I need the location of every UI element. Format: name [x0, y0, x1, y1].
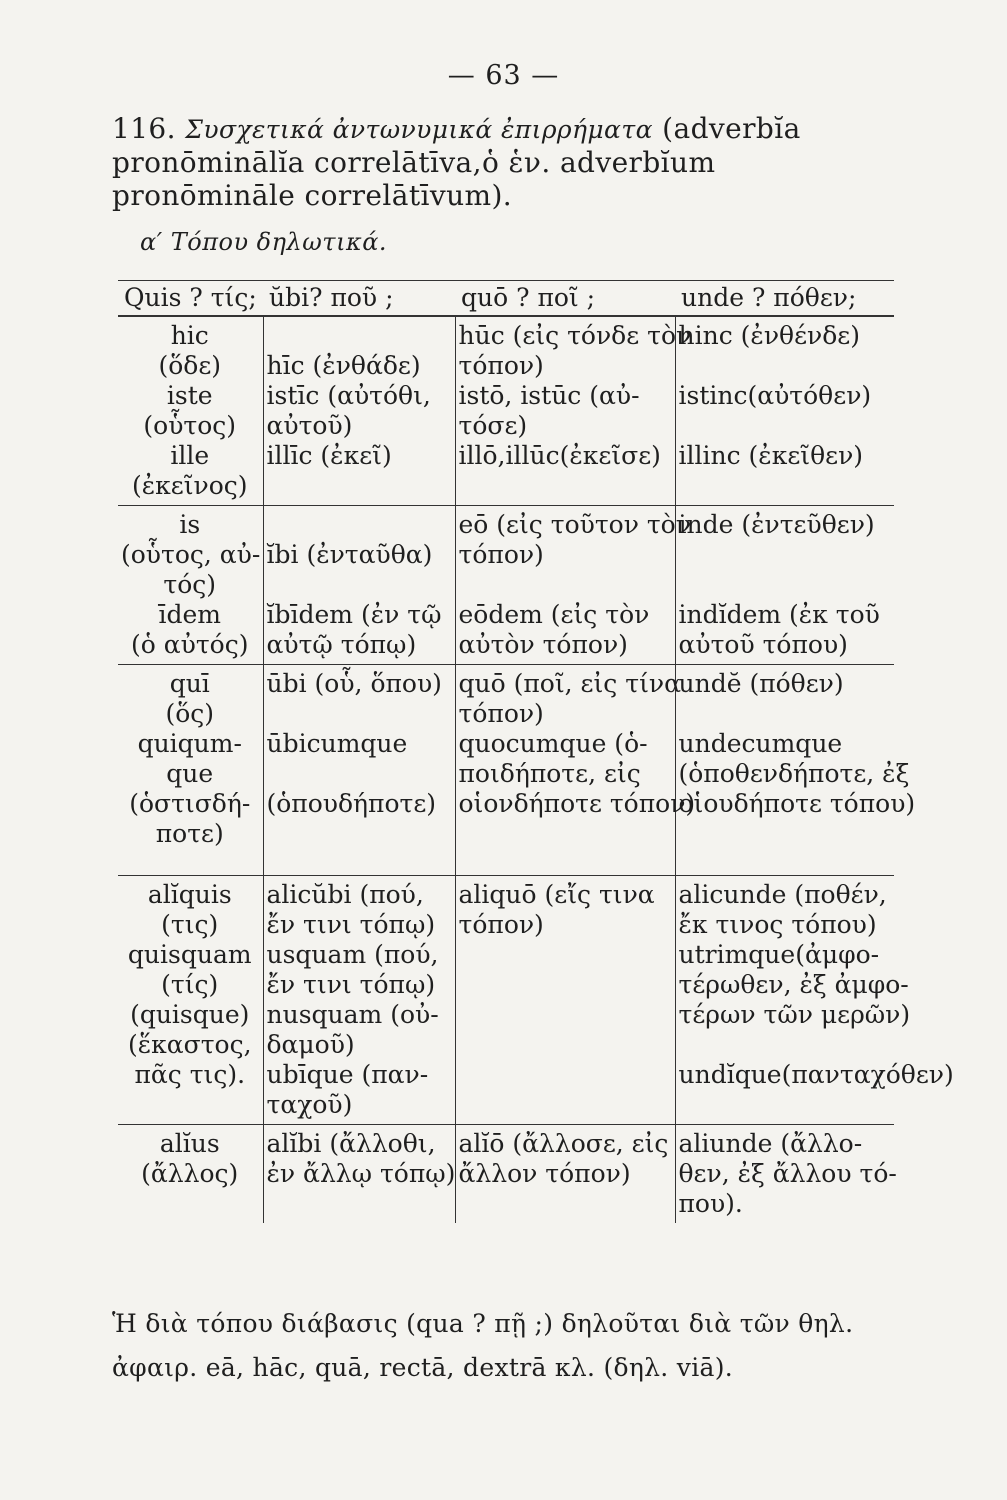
cell-line: δαμοῦ) [266, 1030, 355, 1059]
cell-line: hūc (εἰς τόνδε τὸν [458, 321, 692, 350]
table-cell [675, 665, 916, 854]
table-cell [118, 316, 263, 506]
spacer-cell [455, 853, 675, 876]
table-cell [118, 506, 263, 665]
table-row [118, 876, 894, 1125]
header-unde: unde ? πόθεν; [675, 281, 894, 317]
cell-line: αὐτοῦ τόπου) [678, 630, 848, 659]
cell-line: ταχοῦ) [266, 1090, 353, 1119]
cell-line: hīc (ἐνθάδε) [266, 351, 421, 380]
table-cell [455, 876, 675, 1125]
cell-line: quō (ποῖ, εἰς τίνα [458, 669, 681, 698]
cell-line: indĭdem (ἐκ τοῦ [678, 600, 880, 629]
cell-line [679, 351, 891, 381]
table-spacer-row [118, 853, 894, 876]
table-body [118, 316, 954, 1223]
cell-line [459, 570, 671, 600]
table-cell [455, 506, 691, 665]
cell-line [679, 1030, 891, 1060]
cell-line: τός) [163, 570, 217, 599]
cell-line: πᾶς τις). [134, 1060, 246, 1089]
cell-line: inde (ἐντεῦθεν) [678, 510, 875, 539]
cell-line [267, 321, 451, 351]
table-cell [118, 1125, 263, 1224]
cell-line [267, 570, 451, 600]
cell-line: alĭbi (ἄλλοθι, [266, 1129, 436, 1158]
cell-line: (τίς) [161, 970, 219, 999]
cell-line: alicŭbi (πού, [266, 880, 424, 909]
cell-line: istīc (αὐτόθι, [266, 381, 431, 410]
cell-line: ūbicumque [266, 729, 408, 758]
cell-line: (ὁποθενδήποτε, ἐξ [678, 759, 910, 788]
cell-line: ĭbi (ἐνταῦθα) [266, 540, 433, 569]
cell-line [679, 699, 891, 729]
cell-line: undĭque(πανταχόθεν) [678, 1060, 954, 1089]
cell-line: τέρωθεν, ἐξ ἀμφο- [678, 970, 909, 999]
cell-line: illīc (ἐκεῖ) [266, 441, 392, 470]
table-row [118, 316, 894, 506]
cell-line: (τις) [161, 910, 219, 939]
cell-line: quisquam [127, 940, 252, 969]
table-cell [675, 1125, 897, 1224]
cell-line: (ἄλλος) [141, 1159, 239, 1188]
cell-line [267, 510, 451, 540]
table-cell [118, 665, 263, 854]
table-cell [675, 506, 894, 665]
cell-line: nusquam (οὐ- [266, 1000, 439, 1029]
cell-line: eō (εἰς τοῦτον τὸν [458, 510, 691, 539]
cell-line: ποτε) [155, 819, 224, 848]
cell-line: utrimque(ἀμφο- [678, 940, 880, 969]
cell-line: hic [170, 321, 209, 350]
cell-line: (ὅδε) [158, 351, 222, 380]
cell-line: (οὗτος) [143, 411, 237, 440]
correlative-adverbs-table [118, 280, 954, 1223]
cell-line: ūbi (οὗ, ὅπου) [266, 669, 442, 698]
cell-line: ἐν ἄλλῳ τόπῳ) [266, 1159, 456, 1188]
cell-line: is [179, 510, 201, 539]
cell-line: (οὗτος, αὐ- [121, 540, 261, 569]
cell-line: usquam (πού, [266, 940, 439, 969]
cell-line: istinc(αὐτόθεν) [678, 381, 872, 410]
section-title-greek: Συσχετικά ἀντωνυμικά ἐπιρρήματα [185, 115, 653, 144]
cell-line: ἔκ τινος τόπου) [678, 910, 877, 939]
table-cell [263, 665, 455, 854]
spacer-cell [118, 853, 263, 876]
cell-line: hinc (ἐνθένδε) [678, 321, 860, 350]
table-cell [455, 316, 692, 506]
cell-line [267, 759, 451, 789]
cell-line: alĭus [159, 1129, 220, 1158]
table-cell [263, 506, 455, 665]
cell-line: illinc (ἐκεῖθεν) [678, 441, 864, 470]
cell-line: ἄλλον τόπον) [458, 1159, 631, 1188]
cell-line: οἱονδήποτε τόπον) [458, 789, 696, 818]
cell-line: que [166, 759, 214, 788]
cell-line: (ὁστισδή- [129, 789, 251, 818]
cell-line: ille [170, 441, 210, 470]
cell-line: (ὅς) [165, 699, 215, 728]
cell-line: (ἐκεῖνος) [131, 471, 248, 500]
table-cell [455, 665, 696, 854]
cell-line: τόπον) [458, 910, 544, 939]
cell-line: (ἕκαστος, [127, 1030, 252, 1059]
subheading: α′ Τόπου δηλωτικά. [140, 228, 388, 256]
cell-line: quiqum- [137, 729, 242, 758]
header-quo: quō ? ποῖ ; [455, 281, 675, 317]
cell-line: undecumque [678, 729, 843, 758]
cell-line: αὐτῷ τόπῳ) [266, 630, 417, 659]
cell-line: ubīque (παν- [266, 1060, 429, 1089]
table-cell [675, 876, 954, 1125]
table-cell [455, 1125, 675, 1224]
table-cell [118, 876, 263, 1125]
cell-line [679, 570, 891, 600]
cell-line: θεν, ἐξ ἄλλου τό- [678, 1159, 897, 1188]
section-number: 116. [112, 112, 176, 145]
cell-line: aliunde (ἄλλο- [678, 1129, 863, 1158]
header-ubi: ŭbi? ποῦ ; [263, 281, 455, 317]
cell-line: ἔν τινι τόπῳ) [266, 970, 436, 999]
spacer-cell [263, 853, 455, 876]
cell-line: αὐτὸν τόπον) [458, 630, 628, 659]
cell-line [267, 699, 451, 729]
cell-line: (ὁ αὐτός) [131, 630, 249, 659]
cell-line: eōdem (εἰς τὸν [458, 600, 650, 629]
cell-line: alicunde (ποθέν, [678, 880, 887, 909]
cell-line: ĭbīdem (ἐν τῷ [266, 600, 442, 629]
section-title-latin: (adverbĭa pronōminālĭa correlātīva,ὁ ἑν. adverbĭum pronōmināle correlātīvum). [112, 112, 801, 212]
section-heading [112, 112, 902, 212]
footnote: Ἡ διὰ τόπου διάβασις (qua ? πῇ ;) δηλοῦται διὰ τῶν θηλ. ἀφαιρ. eā, hāc, quā, rectā, dextrā κλ. (δηλ. viā). [112, 1309, 854, 1382]
cell-line: που). [678, 1189, 743, 1218]
cell-line: (ὁπουδήποτε) [266, 789, 437, 818]
cell-line: τόπον) [458, 351, 544, 380]
page-number: — 63 — [447, 60, 560, 91]
cell-line: quī [169, 669, 210, 698]
table-cell [263, 1125, 455, 1224]
cell-line: τόπον) [458, 699, 544, 728]
header-quis: Quis ? τίς; [118, 281, 263, 317]
cell-line: τέρων τῶν μερῶν) [678, 1000, 911, 1029]
cell-line: (quisque) [130, 1000, 250, 1029]
cell-line: alĭō (ἄλλοσε, εἰς [458, 1129, 669, 1158]
cell-line: ποιδήποτε, εἰς [458, 759, 641, 788]
cell-line [679, 540, 891, 570]
cell-line: ἔν τινι τόπῳ) [266, 910, 436, 939]
cell-line: aliquō (εἴς τινα [458, 880, 655, 909]
table-row [118, 506, 894, 665]
table-cell [263, 876, 455, 1125]
cell-line [679, 411, 891, 441]
table-cell [675, 316, 894, 506]
table-cell [263, 316, 455, 506]
table-header-row [118, 281, 894, 317]
cell-line: οἱουδήποτε τόπου) [678, 789, 916, 818]
cell-line: αὐτοῦ) [266, 411, 353, 440]
cell-line: alĭquis [147, 880, 232, 909]
table-row [118, 1125, 894, 1224]
cell-line: illō,illūc(ἐκεῖσε) [458, 441, 661, 470]
cell-line: īdem [158, 600, 221, 629]
cell-line: iste [166, 381, 213, 410]
cell-line: quocumque (ὁ- [458, 729, 648, 758]
cell-line: undĕ (πόθεν) [678, 669, 844, 698]
cell-line: τόπον) [458, 540, 544, 569]
cell-line: istō, istūc (αὐ- [458, 381, 640, 410]
spacer-cell [675, 853, 894, 876]
table-row [118, 665, 894, 854]
cell-line: τόσε) [458, 411, 528, 440]
